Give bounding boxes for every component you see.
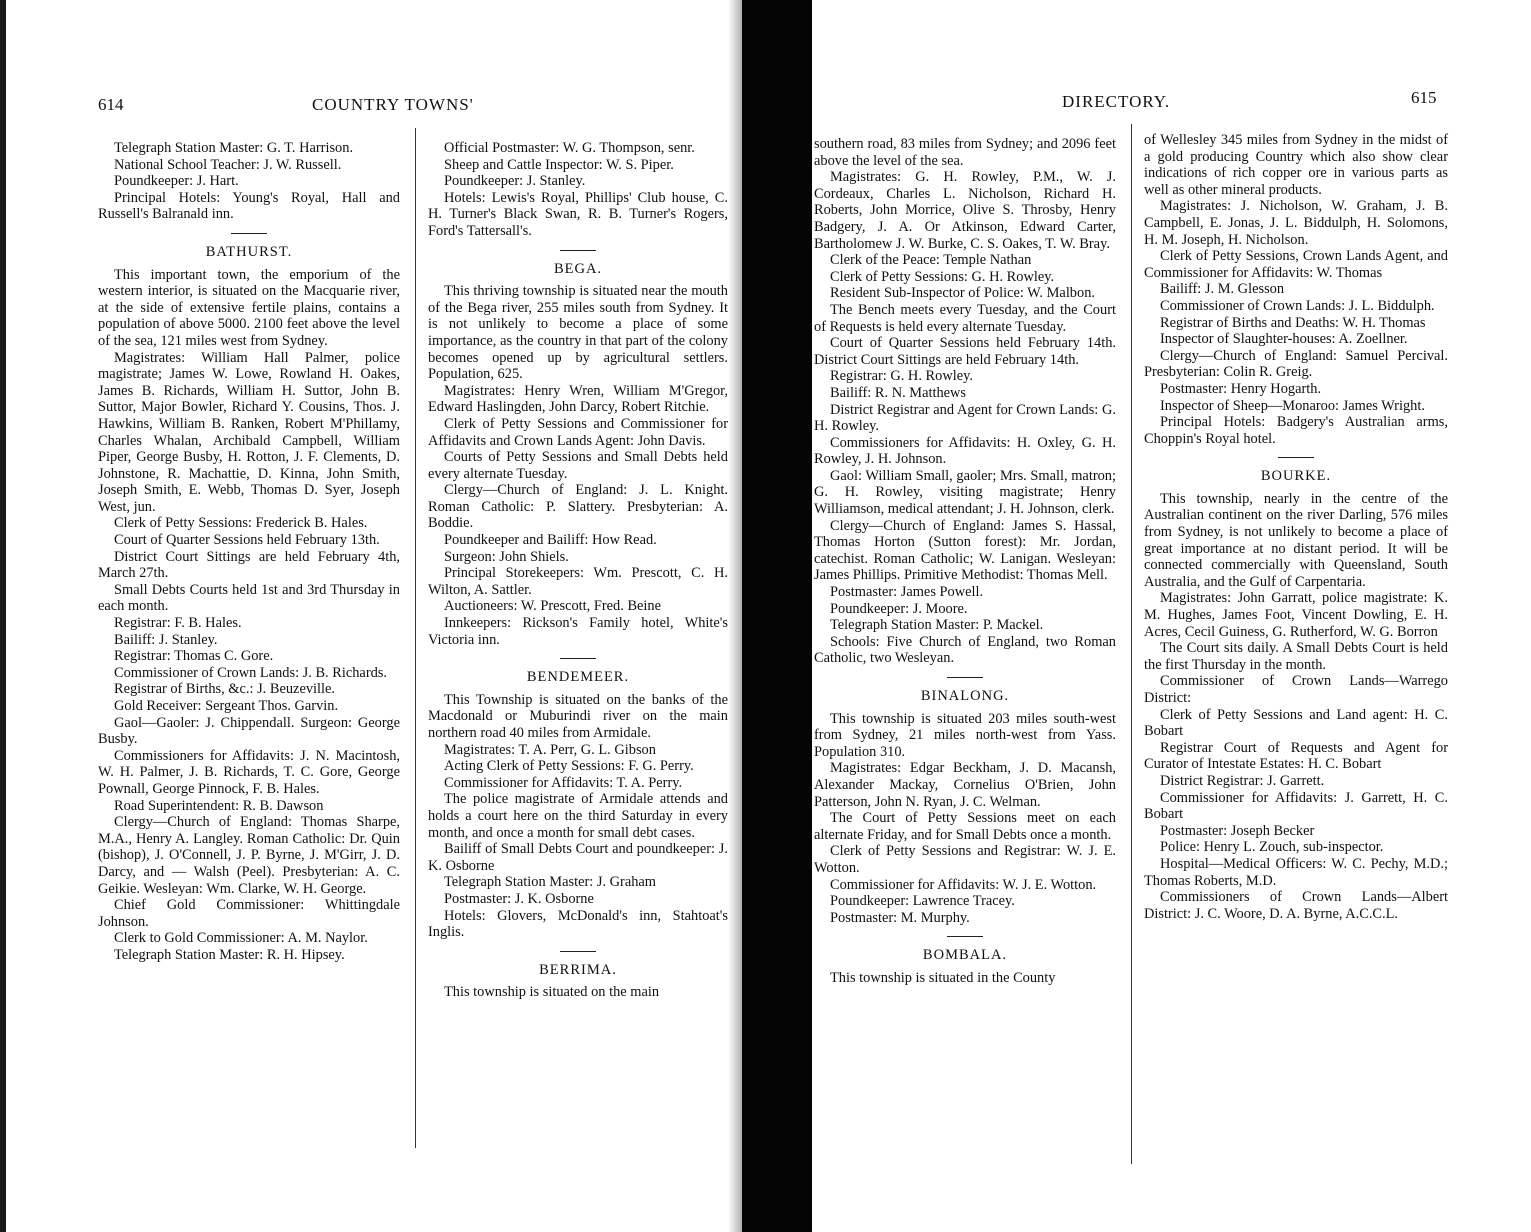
directory-entry: Court of Quarter Sessions held February 13th.: [114, 532, 380, 549]
directory-entry: Registrar: F. B. Hales.: [114, 615, 242, 632]
town-heading: BEGA.: [553, 260, 603, 277]
directory-entry: This township is situated 203 miles south-west from Sydney, 21 miles north-west from Yass. Population 310.: [814, 710, 1116, 760]
directory-entry: Official Postmaster: W. G. Thompson, senr.: [444, 140, 695, 156]
directory-entry: Commissioner for Affidavits: W. J. E. Wotton.: [830, 876, 1097, 893]
directory-entry: Road Superintendent: R. B. Dawson: [114, 797, 324, 814]
right-page-column-1: [814, 136, 1116, 987]
directory-entry: The Court of Petty Sessions meet on each alternate Friday, and for Small Debts once a month.: [814, 810, 1116, 843]
directory-entry: Clergy—Church of England: J. L. Knight. Roman Catholic: P. Slattery. Presbyterian: A. Boddie.: [428, 482, 728, 532]
section-rule: [231, 233, 267, 234]
directory-entry: of Wellesley 345 miles from Sydney in the midst of a gold producing Country which also show clear indications of rich copper ore in various parts as well as other mineral products.: [1144, 132, 1448, 198]
directory-entry: Commissioners of Crown Lands—Albert District: J. C. Woore, D. A. Byrne, A.C.C.L.: [1144, 889, 1448, 922]
right-running-head: DIRECTORY.: [1062, 92, 1171, 111]
directory-entry: Police: Henry L. Zouch, sub-inspector.: [1160, 839, 1384, 856]
book-gutter: [742, 0, 812, 1232]
directory-entry: Schools: Five Church of England, two Roman Catholic, two Wesleyan.: [814, 633, 1116, 667]
directory-entry: Gaol—Gaoler: J. Chippendall. Surgeon: George Busby.: [98, 714, 400, 748]
directory-entry: Inspector of Slaughter-houses: A. Zoellner.: [1160, 331, 1408, 348]
directory-entry: Registrar of Births, &c.: J. Beuzeville.: [114, 681, 336, 698]
directory-entry: Clerk of Petty Sessions and Registrar: W. J. E. Wotton.: [814, 843, 1116, 876]
directory-entry: Sheep and Cattle Inspector: W. S. Piper.: [444, 156, 674, 173]
directory-entry: Gaol: William Small, gaoler; Mrs. Small, matron; G. H. Rowley, visiting magistrate; Henry Williamson, medical attendant; J. H. Johnson, clerk.: [814, 467, 1116, 518]
directory-entry: Postmaster: Joseph Becker: [1160, 822, 1315, 839]
directory-entry: Gold Receiver: Sergeant Thos. Garvin.: [114, 698, 339, 714]
left-page-column-2: [428, 140, 728, 1001]
directory-entry: This thriving township is situated near the mouth of the Bega river, 255 miles south from Sydney. It is not unlikely to become a place of some importance, as the country in that part of the colony becomes opened up by agricultural settlers. Population, 625.: [428, 283, 728, 383]
column-divider: [415, 128, 416, 1148]
right-page-column-2: [1144, 132, 1448, 922]
directory-entry: Magistrates: William Hall Palmer, police magistrate; James W. Lowe, Rowland H. Oakes, James B. Richards, William H. Suttor, John B. Suttor, Major Bowler, Richard Y. Cousins, Thos. J. Hawkins, William B. Ranken, Robert M'Phillamy, Charles Whalan, Archibald Campbell, William Piper, George Busby, H. Rotton, J. F. Clements, D. Johnstone, R. Machattie, D. Kinna, John Smith, Joseph Smith, E. Webb, Thomas D. Syer, Joseph West, jun.: [98, 349, 400, 515]
directory-entry: Clerk of Petty Sessions: Frederick B. Hales.: [114, 515, 368, 532]
directory-entry: Telegraph Station Master: P. Mackel.: [830, 617, 1044, 634]
directory-entry: Registrar of Births and Deaths: W. H. Thomas: [1160, 314, 1426, 331]
directory-entry: Clergy—Church of England: Thomas Sharpe, M.A., Henry A. Langley. Roman Catholic: Dr. Quin (bishop), J. O'Connell, J. P. Byrne, J. M'Girr, J. D. Darcy, and — Walsh (Peel). Presbyterian: A. C. Geikie. Wesleyan: Wm. Clarke, W. H. George.: [98, 814, 400, 897]
town-heading: BINALONG.: [920, 688, 1010, 704]
directory-entry: Surgeon: John Shiels.: [444, 548, 569, 565]
directory-entry: Magistrates: Edgar Beckham, J. D. Macansh, Alexander Mackay, Cornelius O'Brien, John Patterson, John N. Ryan, J. C. Welman.: [814, 760, 1116, 810]
directory-entry: Telegraph Station Master: R. H. Hipsey.: [114, 946, 345, 963]
directory-entry: Inspector of Sheep—Monaroo: James Wright.: [1160, 397, 1425, 414]
directory-entry: The Bench meets every Tuesday, and the Court of Requests is held every alternate Tuesday.: [814, 301, 1116, 335]
directory-entry: Clerk of the Peace: Temple Nathan: [830, 252, 1032, 269]
directory-entry: This township is situated on the main: [444, 984, 660, 1001]
left-page-column-1: [98, 140, 400, 964]
directory-entry: Acting Clerk of Petty Sessions: F. G. Perry.: [444, 758, 694, 775]
directory-entry: District Registrar: J. Garrett.: [1160, 772, 1325, 789]
directory-entry: Hotels: Lewis's Royal, Phillips' Club house, C. H. Turner's Black Swan, R. B. Turner's Rogers, Ford's Tattersall's.: [428, 189, 728, 239]
section-rule: [947, 936, 983, 937]
town-heading: BOMBALA.: [922, 947, 1008, 964]
directory-entry: Commissioner for Affidavits: T. A. Perry.: [444, 774, 683, 791]
directory-entry: Commissioner of Crown Lands: J. B. Richards.: [114, 664, 388, 681]
directory-entry: Poundkeeper: J. Hart.: [114, 173, 239, 190]
page-edge-shadow: [0, 0, 6, 1232]
directory-entry: Magistrates: T. A. Perr, G. L. Gibson: [444, 741, 656, 758]
directory-entry: Clerk of Petty Sessions and Land agent: H. C. Bobart: [1144, 706, 1448, 740]
directory-entry: National School Teacher: J. W. Russell.: [114, 156, 342, 173]
directory-entry: Bailiff: J. Stanley.: [114, 631, 218, 648]
town-heading: BENDEMEER.: [526, 669, 630, 686]
directory-entry: Telegraph Station Master: G. T. Harrison.: [114, 140, 354, 156]
directory-entry: Postmaster: M. Murphy.: [830, 909, 970, 926]
directory-entry: Principal Storekeepers: Wm. Prescott, C. H. Wilton, A. Sattler.: [428, 565, 728, 598]
directory-entry: Clerk of Petty Sessions: G. H. Rowley.: [830, 268, 1055, 285]
directory-entry: Bailiff: R. N. Matthews: [830, 384, 967, 401]
directory-entry: Resident Sub-Inspector of Police: W. Malbon.: [830, 285, 1095, 302]
directory-entry: Registrar Court of Requests and Agent for Curator of Intestate Estates: H. C. Bobart: [1144, 739, 1448, 773]
directory-entry: Poundkeeper and Bailiff: How Read.: [444, 532, 657, 549]
directory-entry: Hospital—Medical Officers: W. C. Pechy, M.D.; Thomas Roberts, M.D.: [1144, 855, 1448, 889]
directory-entry: Magistrates: John Garratt, police magistrate: K. M. Hughes, James Foot, Vincent Dowling, E. H. Acres, Cecil Guiness, G. Rutherford, W. G. Borron: [1144, 590, 1448, 640]
directory-entry: Postmaster: Henry Hogarth.: [1160, 380, 1322, 397]
left-running-head: COUNTRY TOWNS': [312, 95, 474, 114]
section-rule: [560, 250, 596, 251]
section-rule: [560, 951, 596, 952]
directory-entry: Commissioners for Affidavits: J. N. Macintosh, W. H. Palmer, J. B. Richards, T. C. Gore, George Pownall, George Pinnock, F. B. Hales.: [98, 747, 400, 797]
directory-entry: Auctioneers: W. Prescott, Fred. Beine: [444, 598, 662, 615]
directory-entry: District Court Sittings are held February 4th, March 27th.: [98, 548, 400, 582]
directory-entry: Court of Quarter Sessions held February 14th. District Court Sittings are held February 14th.: [814, 335, 1116, 368]
directory-entry: Commissioner for Affidavits: J. Garrett, H. C. Bobart: [1144, 789, 1448, 823]
directory-entry: Magistrates: J. Nicholson, W. Graham, J. B. Campbell, E. Jonas, J. L. Biddulph, H. Solomons, H. M. Joseph, H. Nicholson.: [1144, 198, 1448, 248]
town-heading: BERRIMA.: [539, 961, 617, 978]
directory-entry: Innkeepers: Rickson's Family hotel, White's Victoria inn.: [428, 615, 728, 648]
town-heading: BATHURST.: [205, 243, 293, 260]
directory-entry: The Court sits daily. A Small Debts Court is held the first Thursday in the month.: [1144, 640, 1448, 673]
directory-entry: Bailiff of Small Debts Court and poundkeeper: J. K. Osborne: [428, 841, 728, 874]
directory-entry: Registrar: G. H. Rowley.: [830, 368, 973, 385]
directory-entry: southern road, 83 miles from Sydney; and 2096 feet above the level of the sea.: [814, 136, 1116, 169]
directory-entry: Poundkeeper: J. Moore.: [830, 600, 968, 617]
section-rule: [1278, 457, 1314, 458]
directory-entry: Clerk to Gold Commissioner: A. M. Naylor.: [114, 930, 368, 947]
section-rule: [947, 677, 983, 678]
directory-entry: Commissioners for Affidavits: H. Oxley, G. H. Rowley, J. H. Johnson.: [814, 434, 1116, 468]
column-divider: [1131, 124, 1132, 1164]
directory-entry: Registrar: Thomas C. Gore.: [114, 648, 274, 665]
directory-entry: Poundkeeper: J. Stanley.: [444, 173, 586, 190]
right-page-number: 615: [1411, 88, 1437, 107]
directory-entry: The police magistrate of Armidale attends and holds a court here on the third Saturday in every month, and once a month for small debt cases.: [428, 791, 728, 841]
directory-entry: Commissioner of Crown Lands—Warrego District:: [1144, 673, 1448, 706]
directory-entry: Magistrates: Henry Wren, William M'Gregor, Edward Haslingden, John Darcy, Robert Ritchie.: [428, 382, 728, 416]
directory-entry: Postmaster: J. K. Osborne: [444, 890, 594, 907]
directory-entry: Chief Gold Commissioner: Whittingdale Johnson.: [98, 897, 400, 930]
directory-entry: Clergy—Church of England: Samuel Percival. Presbyterian: Colin R. Greig.: [1144, 347, 1448, 381]
town-heading: BOURKE.: [1260, 468, 1332, 485]
directory-entry: Commissioner of Crown Lands: J. L. Biddulph.: [1160, 297, 1435, 314]
directory-entry: Clergy—Church of England: James S. Hassal, Thomas Horton (Sutton forest): Mr. Jordan, catechist. Roman Catholic; W. Lanigan. Wesleyan: James Phillips. Primitive Methodist: Thomas Mell.: [814, 517, 1116, 584]
directory-entry: This important town, the emporium of the western interior, is situated on the Macquarie river, at the side of extensive fertile plains, contains a population of above 5000. 2100 feet above the level of the sea, 121 miles west from Sydney.: [98, 266, 400, 349]
directory-entry: Telegraph Station Master: J. Graham: [444, 874, 656, 891]
directory-entry: This township is situated in the County: [830, 969, 1056, 986]
directory-entry: Clerk of Petty Sessions and Commissioner for Affidavits and Crown Lands Agent: John Davis.: [428, 415, 728, 449]
directory-entry: This Township is situated on the banks of the Macdonald or Muburindi river on the main northern road 40 miles from Armidale.: [428, 691, 728, 741]
directory-entry: Poundkeeper: Lawrence Tracey.: [830, 893, 1015, 910]
directory-entry: Magistrates: G. H. Rowley, P.M., W. J. Cordeaux, Charles L. Nicholson, Richard H. Roberts, John Morrice, Olive S. Throsby, Henry Badgery, J. A. Or Atkinson, Edward Carter, Bartholomew J. W. Burke, C. S. Oakes, T. W. Bray.: [814, 169, 1116, 252]
left-page-number: 614: [98, 95, 124, 114]
directory-entry: Postmaster: James Powell.: [830, 584, 984, 601]
directory-entry: This township, nearly in the centre of the Australian continent on the river Darling, 576 miles from Sydney, is not unlikely to become a place of great importance at no distant period. It will be connected commercially with Queensland, South Australia, and the Gulf of Carpentaria.: [1144, 490, 1448, 590]
directory-entry: Principal Hotels: Young's Royal, Hall and Russell's Balranald inn.: [98, 189, 400, 223]
directory-entry: Clerk of Petty Sessions, Crown Lands Agent, and Commissioner for Affidavits: W. Thomas: [1144, 248, 1448, 281]
directory-entry: District Registrar and Agent for Crown Lands: G. H. Rowley.: [814, 401, 1116, 435]
directory-entry: Courts of Petty Sessions and Small Debts held every alternate Tuesday.: [428, 449, 728, 482]
directory-entry: Bailiff: J. M. Glesson: [1160, 281, 1285, 298]
directory-entry: Hotels: Glovers, McDonald's inn, Stahtoat's Inglis.: [428, 907, 728, 941]
directory-entry: Small Debts Courts held 1st and 3rd Thursday in each month.: [98, 581, 400, 615]
section-rule: [560, 658, 596, 659]
directory-entry: Principal Hotels: Badgery's Australian arms, Choppin's Royal hotel.: [1144, 414, 1448, 447]
